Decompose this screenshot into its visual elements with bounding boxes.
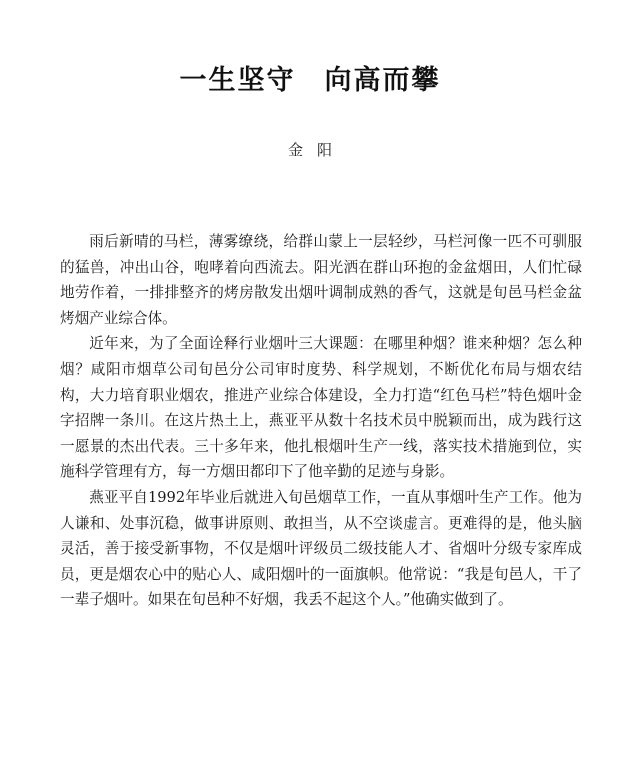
article-title: 一生坚守 向高而攀 bbox=[179, 65, 441, 96]
article-body bbox=[60, 229, 582, 613]
article-author: 金阳 bbox=[287, 141, 346, 159]
paragraph: 燕亚平自1992年毕业后就进入旬邑烟草工作，一直从事烟叶生产工作。他为人谦和、处事沉稳，做事讲原则、敢担当，从不空谈虚言。更难得的是，他头脑灵活，善于接受新事物，不仅是烟叶评级员二级技能人才、省烟叶分级专家库成员，更是烟农心中的贴心人、咸阳烟叶的一面旗帜。他常说：“我是旬邑人，干了一辈子烟叶。如果在旬邑种不好烟，我丢不起这个人。”他确实做到了。 bbox=[60, 488, 582, 609]
paragraph: 雨后新晴的马栏，薄雾缭绕，给群山蒙上一层轻纱，马栏河像一匹不可驯服的猛兽，冲出山谷，咆哮着向西流去。阳光洒在群山环抱的金盆烟田，人们忙碌地劳作着，一排排整齐的烤房散发出烟叶调制成熟的香气，这就是旬邑马栏金盆烤烟产业综合体。 bbox=[60, 233, 582, 327]
paragraph: 近年来，为了全面诠释行业烟叶三大课题：在哪里种烟？谁来种烟？怎么种烟？咸阳市烟草公司旬邑分公司审时度势、科学规划，不断优化布局与烟农结构，大力培育职业烟农，推进产业综合体建设，全力打造“红色马栏”特色烟叶金字招牌一条川。在这片热土上，燕亚平从数十名技术员中脱颖而出，成为践行这一愿景的杰出代表。三十多年来，他扎根烟叶生产一线，落实技术措施到位，实施科学管理有方，每一方烟田都印下了他辛勤的足迹与身影。 bbox=[60, 335, 582, 481]
